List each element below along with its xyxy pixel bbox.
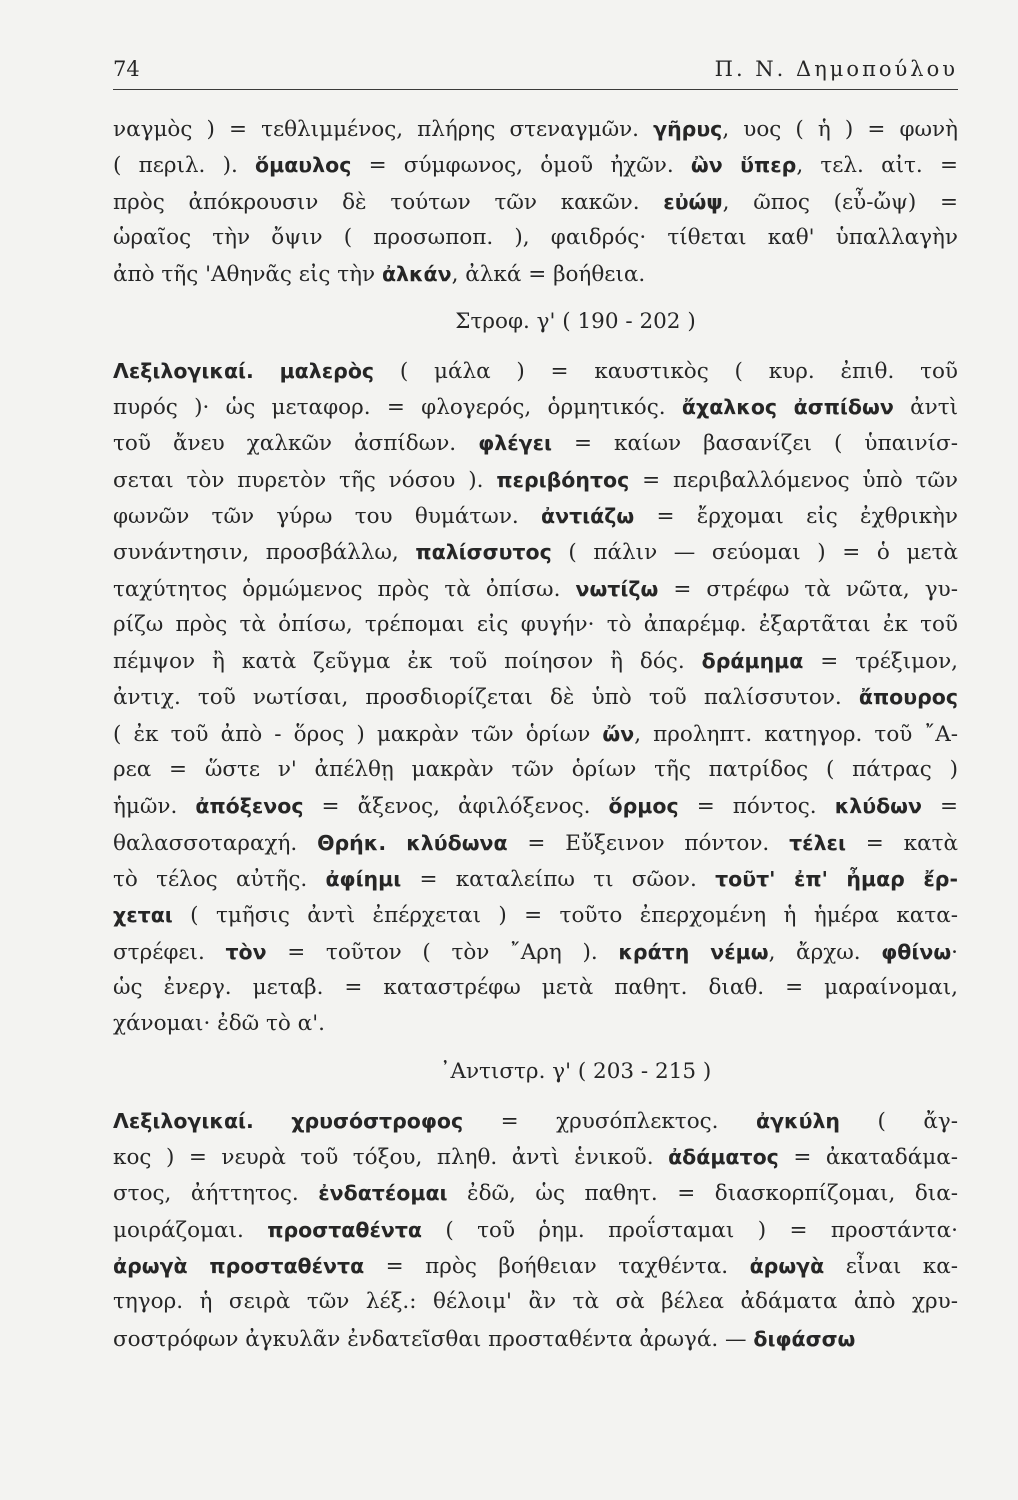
text-line [113, 256, 958, 292]
commentary-block-1 [113, 111, 958, 292]
lemma: ἄχαλκος ἀσπίδων [681, 395, 894, 420]
lemma: φλέγει [478, 431, 552, 456]
text-run: = [921, 794, 958, 820]
lemma: Λεξιλογικαί. [113, 1108, 254, 1133]
text-run: ( ἄγ- [840, 1108, 958, 1134]
text-run: ὡραῖος τὴν ὄψιν ( προσωποπ. ), φαιδρός· τίθεται καθ' ὑπαλλαγὴν [113, 224, 958, 250]
lemma: ἐνδατέομαι [318, 1181, 448, 1206]
text-line [113, 861, 958, 897]
text-run: σοστρόφων ἀγκυλᾶν ἐνδατεῖσθαι προσταθέντα ἀρωγά. — [113, 1326, 754, 1352]
lemma: τοῦτ' ἐπ' ἦμαρ ἔρ- [715, 866, 958, 891]
text-line [113, 1103, 958, 1139]
text-run: = στρέφω τὰ νῶτα, γυ- [658, 576, 958, 602]
text-line [113, 425, 958, 461]
page-body [113, 111, 958, 1357]
text-run: χάνομαι· ἐδῶ τὸ α'. [113, 1011, 325, 1037]
lemma: χρυσόστροφος [291, 1108, 464, 1133]
lemma: μαλερὸς [279, 358, 375, 383]
text-run: = σύμφωνος, ὁμοῦ ἠχῶν. [351, 153, 691, 179]
text-run: εἶναι κα- [824, 1253, 958, 1279]
text-run: ἀπὸ τῆς 'Αθηνᾶς εἰς τὴν [113, 262, 382, 288]
text-run: στρέφει. [113, 939, 226, 965]
text-line [113, 1006, 958, 1042]
text-run: ( τοῦ ῥημ. προΐσταμαι ) = προστάντα· [421, 1217, 958, 1243]
text-run: κος ) = νευρὰ τοῦ τόξου, πληθ. ἀντὶ ἑνικοῦ. [113, 1145, 669, 1171]
text-run: = τρέξιμον, [803, 649, 958, 675]
text-line [113, 220, 958, 256]
text-line [113, 897, 958, 933]
text-run: ταχύτητος ὁρμώμενος πρὸς τὰ ὀπίσω. [113, 576, 576, 602]
text-line [113, 389, 958, 425]
text-run: = καίων βασανίζει ( ὑπαινίσ- [551, 431, 958, 457]
text-run [254, 1109, 291, 1134]
commentary-block-3 [113, 1103, 958, 1357]
text-run [254, 359, 280, 384]
text-run: · [951, 939, 958, 965]
text-line [113, 1284, 958, 1320]
lemma: τέλει [789, 830, 846, 855]
text-run: ναγμὸς ) = τεθλιμμένος, πλήρης στεναγμῶν. [113, 117, 654, 142]
lemma: ἀδάματος [668, 1145, 779, 1170]
text-run: = πόντος. [678, 794, 835, 820]
text-run: = ἀκαταδάμα- [778, 1145, 958, 1171]
text-line [113, 571, 958, 607]
text-run: = Εὔξεινον πόντον. [507, 830, 790, 856]
text-run: , ἀλκά = βοήθεια. [451, 262, 646, 288]
text-line [113, 462, 958, 498]
text-line [113, 825, 958, 861]
text-run: = ἄξενος, ἀφιλόξενος. [303, 794, 609, 820]
text-run: ( περιλ. ). [113, 153, 256, 179]
text-line [113, 147, 958, 183]
lemma: ἀλκάν [381, 262, 452, 287]
section-heading-antistrophe: ᾿Αντιστρ. γ' ( 203 - 215 ) [439, 1059, 712, 1085]
lemma: τὸν [225, 939, 267, 964]
lemma: προσταθέντα [267, 1217, 422, 1242]
commentary-block-2 [113, 353, 958, 1043]
section-heading-strophe: Στροφ. γ' ( 190 - 202 ) [455, 309, 696, 335]
lemma: ὅμαυλος [255, 153, 352, 178]
lemma: εὐώψ [663, 189, 723, 214]
text-run: πυρός )· ὡς μεταφορ. = φλογερός, ὁρμητικός. [113, 395, 682, 421]
lemma: ὤν [602, 721, 635, 746]
text-run: ἐδῶ, ὡς παθητ. = διασκορπίζομαι, δια- [447, 1181, 958, 1207]
lemma: γῆρυς [653, 117, 723, 141]
text-line [113, 788, 958, 824]
text-run: συνάντησιν, προσβάλλω, [113, 540, 416, 566]
text-run: = πρὸς βοήθειαν ταχθέντα. [364, 1253, 750, 1279]
text-run: πέμψον ἢ κατὰ ζεῦγμα ἐκ τοῦ ποίησον ἢ δός. [113, 649, 702, 675]
lemma: ἀρωγὰ [749, 1253, 825, 1278]
text-line [113, 716, 958, 752]
text-run: φωνῶν τῶν γύρω του θυμάτων. [113, 503, 542, 529]
text-line [113, 643, 958, 679]
text-run: , τελ. αἰτ. = [796, 153, 958, 179]
text-line [113, 534, 958, 570]
lemma: ἀγκύλη [755, 1108, 841, 1133]
lemma: ἀντιάζω [541, 503, 635, 528]
page-number: 74 [113, 57, 140, 81]
text-run: , ἄρχω. [768, 939, 882, 965]
text-run: , ῶπος (εὖ-ὤψ) = [722, 189, 958, 215]
text-run: μοιράζομαι. [113, 1217, 268, 1243]
lemma: νωτίζω [575, 576, 659, 601]
text-run: = καταλείπω τι σῶον. [401, 866, 716, 892]
text-run: τηγορ. ἡ σειρὰ τῶν λέξ.: θέλοιμ' ἂν τὰ σὰ βέλεα ἀδάματα ἀπὸ χρυ- [113, 1289, 958, 1315]
lemma: διφάσσω [753, 1326, 856, 1351]
text-run: , προληπτ. κατηγορ. τοῦ ῎Α- [634, 721, 958, 747]
lemma: φθίνω [881, 939, 952, 964]
text-run: = τοῦτον ( τὸν ῎Αρη ). [266, 939, 619, 965]
text-line [113, 679, 958, 715]
running-head: Π. Ν. Δημοπούλου [714, 57, 958, 81]
text-run: ἡμῶν. [113, 794, 196, 820]
text-run: ( τμῆσις ἀντὶ ἐπέρχεται ) = τοῦτο ἐπερχομένη ἡ ἡμέρα κατα- [172, 903, 958, 929]
text-line [113, 1321, 958, 1357]
text-run: = χρυσόπλεκτος. [463, 1108, 756, 1134]
text-run: τὸ τέλος αὐτῆς. [113, 866, 326, 892]
text-line [113, 353, 958, 389]
text-run: ρίζω πρὸς τὰ ὀπίσω, τρέπομαι εἰς φυγήν· τὸ ἀπαρέμφ. ἐξαρτᾶται ἐκ τοῦ [113, 611, 958, 637]
text-run: , υος ( ἡ ) = φωνὴ [722, 117, 958, 142]
lemma: ὅρμος [608, 794, 679, 819]
text-run: σεται τὸν πυρετὸν τῆς νόσου ). [113, 467, 497, 493]
text-line [113, 111, 958, 147]
text-run: ( ἐκ τοῦ ἀπὸ - ὅρος ) μακρὰν τῶν ὁρίων [113, 721, 603, 747]
text-run: ἀντιχ. τοῦ νωτίσαι, προσδιορίζεται δὲ ὑπὸ τοῦ παλίσσυτον. [113, 685, 859, 711]
text-line [113, 1175, 958, 1211]
lemma: ἀρωγὰ προσταθέντα [113, 1253, 365, 1278]
text-line [113, 184, 958, 220]
text-line [113, 1212, 958, 1248]
lemma: δράμημα [701, 649, 804, 674]
lemma: ἀπόξενος [195, 794, 304, 819]
text-run: στος, ἀήττητος. [113, 1181, 319, 1207]
text-run: = ἔρχομαι εἰς ἐχθρικὴν [634, 503, 958, 529]
text-run: ( μάλα ) = καυστικὸς ( κυρ. ἐπιθ. τοῦ [374, 358, 958, 384]
text-line [113, 1248, 958, 1284]
lemma: παλίσσυτος [415, 540, 552, 565]
text-run: πρὸς ἀπόκρουσιν δὲ τούτων τῶν κακῶν. [113, 189, 664, 215]
text-line [113, 607, 958, 643]
text-run: ὡς ἐνεργ. μεταβ. = καταστρέφω μετὰ παθητ. διαθ. = μαραίνομαι, [113, 974, 958, 1000]
text-run: = κατὰ [845, 830, 958, 856]
text-line [113, 970, 958, 1006]
page-header [113, 53, 958, 90]
text-line [113, 752, 958, 788]
text-line [113, 498, 958, 534]
text-run: τοῦ ἄνευ χαλκῶν ἀσπίδων. [113, 431, 479, 457]
text-run: ἀντὶ [893, 395, 958, 421]
text-line [113, 1139, 958, 1175]
lemma: ἄπουρος [858, 685, 958, 710]
lemma: κλύδων [834, 794, 922, 819]
lemma: χεται [113, 903, 173, 928]
lemma: περιβόητος [496, 467, 630, 492]
text-run: = περιβαλλόμενος ὑπὸ τῶν [629, 467, 958, 493]
lemma: Θρήκ. κλύδωνα [317, 830, 508, 855]
lemma: ὢν ὕπερ [690, 153, 797, 178]
text-run: θαλασσοταραχή. [113, 830, 318, 856]
text-line [113, 934, 958, 970]
text-run: ρεα = ὥστε ν' ἀπέλθῃ μακρὰν τῶν ὁρίων τῆς πατρίδος ( πάτρας ) [113, 757, 958, 783]
text-run: ( πάλιν — σεύομαι ) = ὁ μετὰ [551, 540, 958, 566]
lemma: ἀφίημι [325, 866, 402, 891]
lemma: κράτη νέμω [618, 939, 769, 964]
lemma: Λεξιλογικαί. [113, 358, 254, 383]
